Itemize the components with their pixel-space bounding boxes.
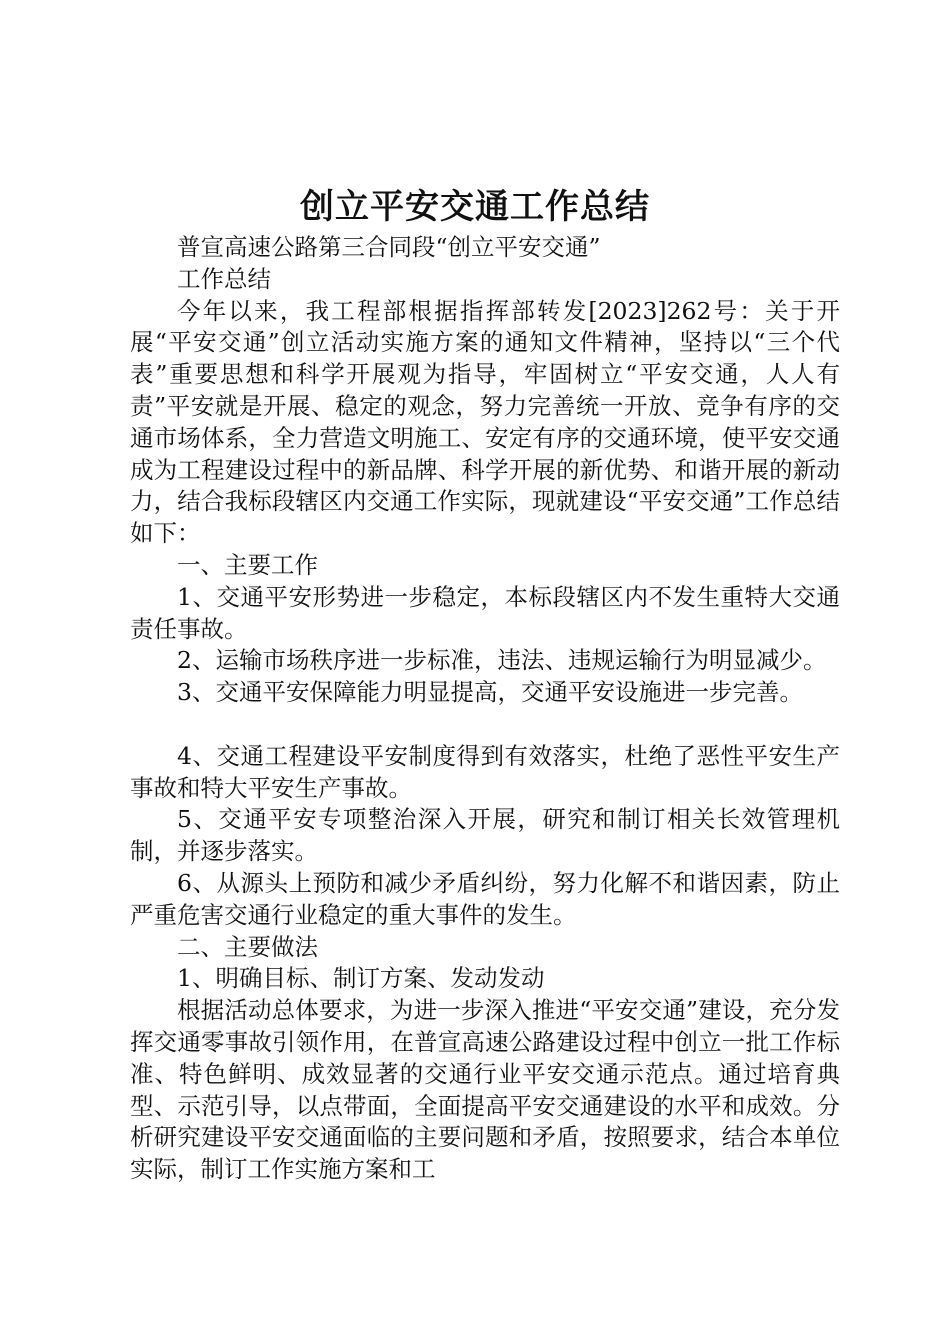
subsection-heading: 1、明确目标、制订方案、发动发动 xyxy=(177,964,545,993)
blank-line xyxy=(130,709,840,741)
list-item: 3、交通平安保障能力明显提高，交通平安设施进一步完善。 xyxy=(177,678,803,707)
list-item: 6、从源头上预防和减少矛盾纠纷，努力化解不和谐因素，防止严重危害交通行业稳定的重大事件的发生。 xyxy=(130,868,840,929)
intro-paragraph: 今年以来，我工程部根据指挥部转发[2023]262号：关于开展“平安交通”创立活动实施方案的通知文件精神，坚持以“三个代表”重要思想和科学开展观为指导，牢固树立“平安交通，人人有责”平安就是开展、稳定的观念，努力完善统一开放、竞争有序的交通市场体系，全力营造文明施工、安定有序的交通环境，使平安交通成为工程建设过程中的新品牌、科学开展的新优势、和谐开展的新动力，结合我标段辖区内交通工作实际，现就建设“平安交通”工作总结如下： xyxy=(130,296,840,548)
subtitle-line: 工作总结 xyxy=(177,264,271,293)
section-heading: 一、主要工作 xyxy=(177,550,318,579)
list-item: 2、运输市场秩序进一步标准，违法、违规运输行为明显减少。 xyxy=(177,646,827,675)
document-body xyxy=(130,232,840,1186)
list-item: 5、交通平安专项整治深入开展，研究和制订相关长效管理机制，并逐步落实。 xyxy=(130,805,840,866)
document-title: 创立平安交通工作总结 xyxy=(300,187,650,227)
list-item: 4、交通工程建设平安制度得到有效落实，杜绝了恶性平安生产事故和特大平安生产事故。 xyxy=(130,741,840,802)
list-item: 1、交通平安形势进一步稳定，本标段辖区内不发生重特大交通责任事故。 xyxy=(130,582,840,643)
subtitle-line: 普宣高速公路第三合同段“创立平安交通” xyxy=(177,233,601,261)
section-heading: 二、主要做法 xyxy=(177,932,318,961)
body-paragraph: 根据活动总体要求，为进一步深入推进“平安交通”建设，充分发挥交通零事故引领作用，在普宣高速公路建设过程中创立一批工作标准、特色鲜明、成效显著的交通行业平安交通示范点。通过培育典型、示范引导，以点带面，全面提高平安交通建设的水平和成效。分析研究建设平安交通面临的主要问题和矛盾，按照要求，结合本单位实际，制订工作实施方案和工 xyxy=(130,996,840,1184)
